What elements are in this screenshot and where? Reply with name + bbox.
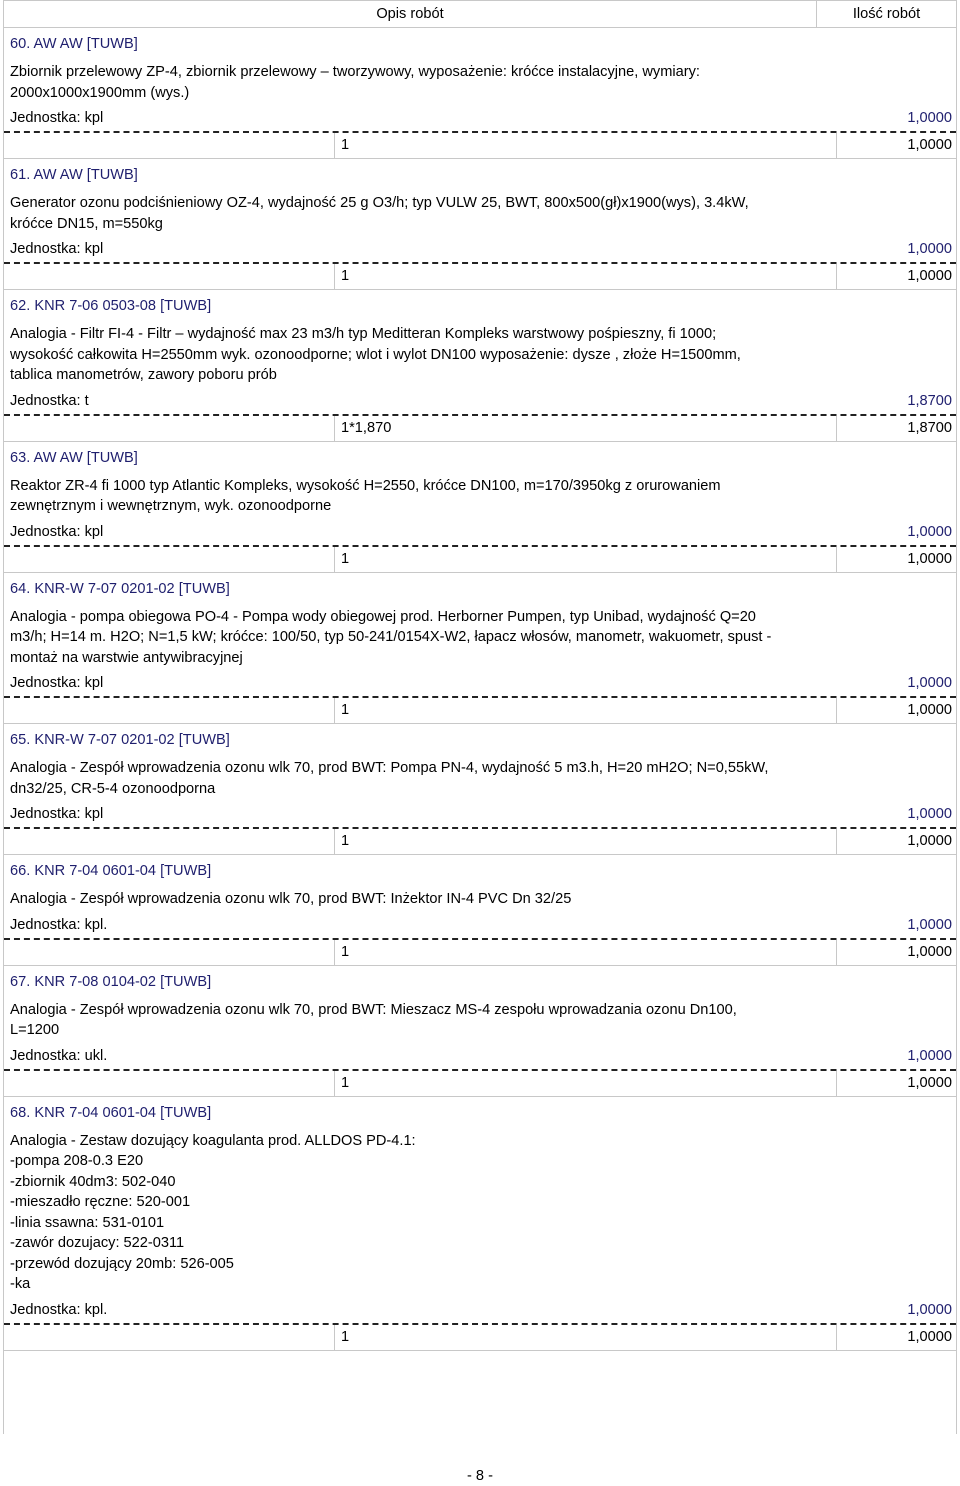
description-line: zewnętrznym i wewnętrznym, wyk. ozonoodporne <box>10 498 332 514</box>
header-quantity: Ilość robót <box>852 6 921 22</box>
unit-value: 1,0000 <box>907 241 952 257</box>
unit-value: 1,0000 <box>907 110 952 126</box>
formula-cell: 1 <box>335 698 837 723</box>
item-block <box>4 966 956 1097</box>
item-block <box>4 159 956 290</box>
unit-label: Jednostka: kpl <box>10 675 104 691</box>
item-block <box>4 855 956 966</box>
item-description <box>4 468 956 517</box>
unit-line <box>4 108 956 133</box>
empty-cell <box>4 547 335 572</box>
item-description <box>4 185 956 234</box>
unit-label: Jednostka: kpl. <box>10 916 108 933</box>
items-list <box>4 28 956 1351</box>
unit-value: 1,8700 <box>907 392 952 409</box>
item-description <box>4 316 956 386</box>
description-line: króćce DN15, m=550kg <box>10 215 163 232</box>
quantity-cell: 1,0000 <box>907 137 952 153</box>
table-header <box>4 0 956 28</box>
unit-value: 1,0000 <box>907 675 952 691</box>
formula-cell: 1 <box>335 829 837 854</box>
empty-cell <box>4 1071 335 1096</box>
description-line: Reaktor ZR-4 fi 1000 typ Atlantic Kompleks, wysokość H=2550, króćce DN100, m=170/3950kg z orurowaniem <box>10 477 721 494</box>
measurement-row <box>4 416 956 442</box>
description-line: Generator ozonu podciśnieniowy OZ-4, wydajność 25 g O3/h; typ VULW 25, BWT, 800x500(gł)x1900(wys), 3.4kW, <box>10 195 749 211</box>
description-line: Analogia - Zespół wprowadzenia ozonu wlk 70, prod BWT: Pompa PN-4, wydajność 5 m3.h, H=20 mH2O; N=0,55kW, <box>10 760 769 776</box>
measurement-row <box>4 940 956 966</box>
measurement-row <box>4 547 956 573</box>
unit-line <box>4 1046 956 1071</box>
unit-line <box>4 239 956 264</box>
description-line: -przewód dozujący 20mb: 526-005 <box>10 1255 234 1272</box>
quantity-cell: 1,0000 <box>907 268 952 284</box>
description-line: -mieszadło ręczne: 520-001 <box>10 1194 191 1210</box>
item-block <box>4 28 956 159</box>
item-block <box>4 1097 956 1351</box>
empty-cell <box>4 416 335 441</box>
unit-line <box>4 673 956 698</box>
quantity-cell: 1,0000 <box>907 1074 952 1091</box>
description-line: m3/h; H=14 m. H2O; N=1,5 kW; króćce: 100/50, typ 50-241/0154X-W2, łapacz włosów, manometr, wakuometr, spust - <box>10 629 772 645</box>
empty-cell <box>4 940 335 965</box>
page-number: - 8 - <box>467 1468 493 1484</box>
item-description <box>4 750 956 799</box>
empty-cell <box>4 698 335 723</box>
item-block <box>4 290 956 442</box>
unit-value: 1,0000 <box>907 916 952 933</box>
description-line: Zbiornik przelewowy ZP-4, zbiornik przelewowy – tworzywowy, wyposażenie: króćce instalacyjne, wymiary: <box>10 64 700 80</box>
item-title: 64. KNR-W 7-07 0201-02 [TUWB] <box>10 580 230 597</box>
description-line: -zbiornik 40dm3: 502-040 <box>10 1173 176 1190</box>
unit-value: 1,0000 <box>907 1301 952 1318</box>
quantity-cell: 1,8700 <box>907 419 952 436</box>
description-line: -ka <box>10 1276 31 1292</box>
quantity-cell: 1,0000 <box>907 943 952 960</box>
unit-line <box>4 915 956 940</box>
unit-value: 1,0000 <box>907 523 952 540</box>
formula-cell: 1 <box>335 547 837 572</box>
description-line: -linia ssawna: 531-0101 <box>10 1214 165 1231</box>
header-description: Opis robót <box>4 1 817 27</box>
quantity-cell: 1,0000 <box>907 702 952 718</box>
empty-cell <box>4 264 335 289</box>
unit-label: Jednostka: kpl <box>10 523 104 540</box>
item-title: 66. KNR 7-04 0601-04 [TUWB] <box>10 863 212 879</box>
item-title: 61. AW AW [TUWB] <box>10 167 138 183</box>
measurement-row <box>4 1325 956 1351</box>
item-title: 65. KNR-W 7-07 0201-02 [TUWB] <box>10 732 230 748</box>
unit-line <box>4 804 956 829</box>
formula-cell: 1 <box>335 1071 837 1096</box>
description-line: montaż na warstwie antywibracyjnej <box>10 649 243 666</box>
empty-cell <box>4 829 335 854</box>
description-line: L=1200 <box>10 1022 60 1038</box>
item-title: 68. KNR 7-04 0601-04 [TUWB] <box>10 1104 212 1121</box>
measurement-row <box>4 698 956 724</box>
formula-cell: 1 <box>335 940 837 965</box>
unit-label: Jednostka: kpl <box>10 241 104 257</box>
formula-cell: 1*1,870 <box>335 416 837 441</box>
item-title: 60. AW AW [TUWB] <box>10 36 138 52</box>
unit-label: Jednostka: t <box>10 392 89 409</box>
item-description <box>4 599 956 669</box>
unit-label: Jednostka: kpl <box>10 806 104 822</box>
unit-line <box>4 1300 956 1325</box>
description-line: wysokość całkowita H=2550mm wyk. ozonoodporne; wlot i wylot DN100 wyposażenie: dysze , złoże H=1500mm, <box>10 346 741 363</box>
description-line: tablica manometrów, zawory poboru prób <box>10 367 277 383</box>
cost-estimate-table <box>3 0 957 1434</box>
description-line: Analogia - Zespół wprowadzenia ozonu wlk 70, prod BWT: Mieszacz MS-4 zespołu wprowadzania ozonu Dn100, <box>10 1001 737 1018</box>
description-line: -pompa 208-0.3 E20 <box>10 1153 144 1169</box>
item-description <box>4 1123 956 1295</box>
quantity-cell: 1,0000 <box>907 550 952 567</box>
unit-line <box>4 522 956 547</box>
item-description <box>4 54 956 103</box>
description-line: Analogia - Filtr FI-4 - Filtr – wydajność max 23 m3/h typ Meditteran Kompleks warstwowy pośpieszny, fi 1000; <box>10 326 717 342</box>
unit-label: Jednostka: kpl. <box>10 1301 108 1318</box>
description-line: Analogia - Zestaw dozujący koagulanta prod. ALLDOS PD-4.1: <box>10 1132 416 1149</box>
quantity-cell: 1,0000 <box>907 833 952 849</box>
empty-cell <box>4 1325 335 1350</box>
description-line: 2000x1000x1900mm (wys.) <box>10 84 190 101</box>
item-block <box>4 573 956 725</box>
item-description <box>4 881 956 910</box>
empty-cell <box>4 133 335 158</box>
item-block <box>4 442 956 573</box>
unit-value: 1,0000 <box>907 1047 952 1064</box>
item-title: 63. AW AW [TUWB] <box>10 449 138 466</box>
measurement-row <box>4 133 956 159</box>
formula-cell: 1 <box>335 133 837 158</box>
item-title: 67. KNR 7-08 0104-02 [TUWB] <box>10 973 212 990</box>
measurement-row <box>4 264 956 290</box>
formula-cell: 1 <box>335 264 837 289</box>
measurement-row <box>4 1071 956 1097</box>
description-line: -zawór dozujacy: 522-0311 <box>10 1235 185 1251</box>
measurement-row <box>4 829 956 855</box>
quantity-cell: 1,0000 <box>907 1328 952 1345</box>
unit-line <box>4 391 956 416</box>
description-line: Analogia - Zespół wprowadzenia ozonu wlk 70, prod BWT: Inżektor IN-4 PVC Dn 32/25 <box>10 891 572 907</box>
description-line: Analogia - pompa obiegowa PO-4 - Pompa wody obiegowej prod. Herborner Pumpen, typ Unibad, wydajność Q=20 <box>10 608 756 625</box>
item-title: 62. KNR 7-06 0503-08 [TUWB] <box>10 298 212 314</box>
formula-cell: 1 <box>335 1325 837 1350</box>
unit-value: 1,0000 <box>907 806 952 822</box>
item-description <box>4 992 956 1041</box>
item-block <box>4 724 956 855</box>
description-line: dn32/25, CR-5-4 ozonoodporna <box>10 780 216 797</box>
unit-label: Jednostka: ukl. <box>10 1047 108 1064</box>
unit-label: Jednostka: kpl <box>10 110 104 126</box>
